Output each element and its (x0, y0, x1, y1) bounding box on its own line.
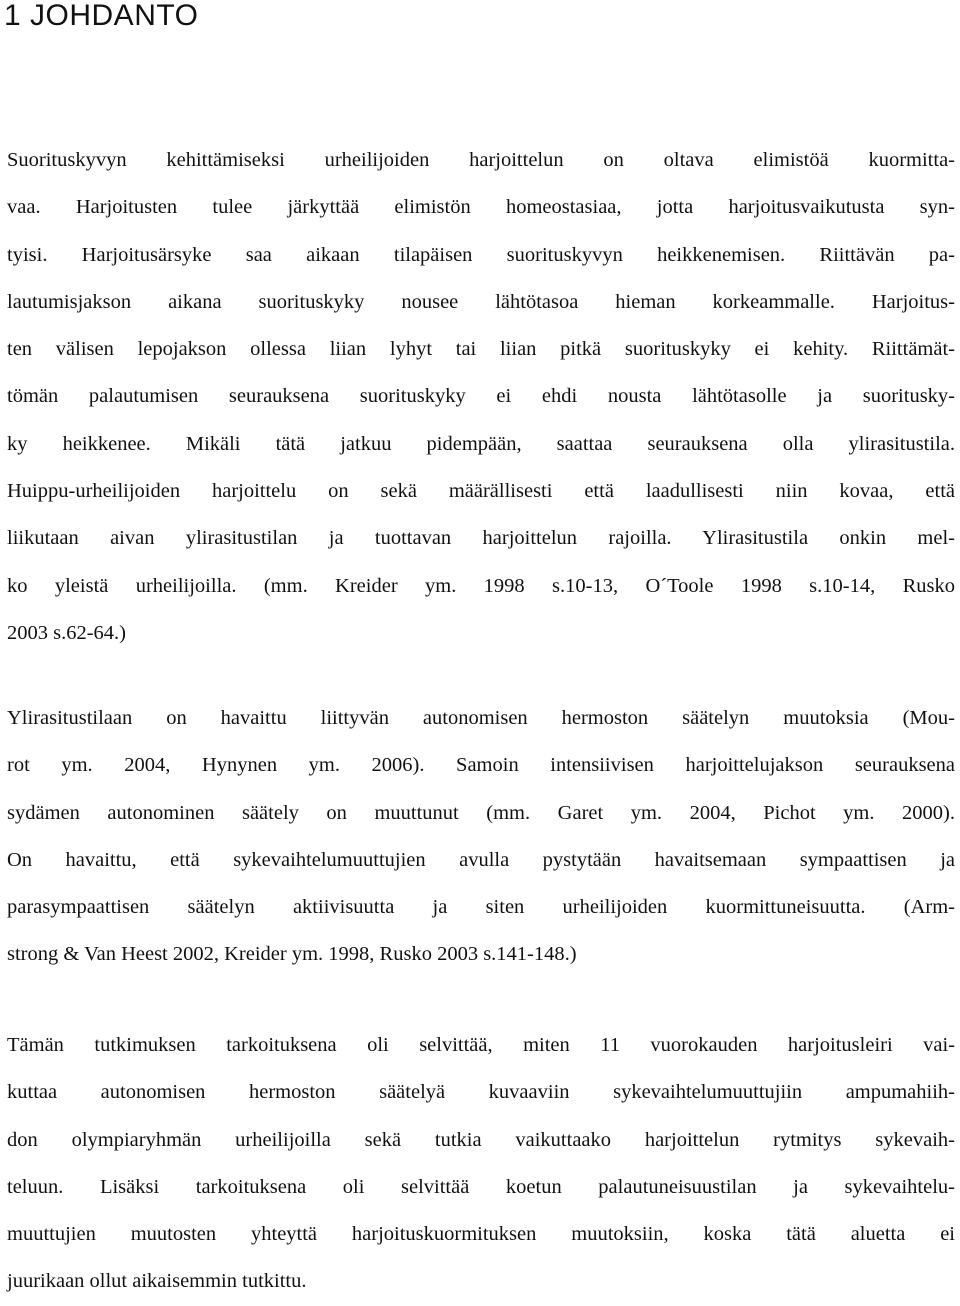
text-line: vaa. Harjoitusten tulee järkyttää elimistön homeostasiaa, jotta harjoitusvaikutusta syn- (7, 196, 955, 219)
text-line: tömän palautumisen seurauksena suorituskyky ei ehdi nousta lähtötasolle ja suoritusky- (7, 385, 955, 408)
text-line: Tämän tutkimuksen tarkoituksena oli selvittää, miten 11 vuorokauden harjoitusleiri vai- (7, 1034, 955, 1056)
text-line: On havaittu, että sykevaihtelumuuttujien avulla pystytään havaitsemaan sympaattisen ja (7, 848, 955, 871)
text-line: lautumisjakson aikana suorituskyky nousee lähtötasoa hieman korkeammalle. Harjoitus- (7, 290, 955, 313)
text-line: kuttaa autonomisen hermoston säätelyä kuvaaviin sykevaihtelumuuttujiin ampumahiih- (7, 1081, 955, 1104)
text-line: Suorituskyvyn kehittämiseksi urheilijoiden harjoittelun on oltava elimistöä kuormitta- (7, 149, 955, 171)
text-line: sydämen autonominen säätely on muuttunut (mm. Garet ym. 2004, Pichot ym. 2000). (7, 801, 955, 824)
text-line: rot ym. 2004, Hynynen ym. 2006). Samoin intensiivisen harjoittelujakson seurauksena (7, 754, 955, 777)
text-line: ky heikkenee. Mikäli tätä jatkuu pidempään, saattaa seurauksena olla ylirasitustila. (7, 432, 955, 455)
text-line: Ylirasitustilaan on havaittu liittyvän autonomisen hermoston säätelyn muutoksia (Mou- (7, 707, 955, 729)
text-line: liikutaan aivan ylirasitustilan ja tuottavan harjoittelun rajoilla. Ylirasitustila onkin mel- (7, 527, 955, 550)
text-line: 2003 s.62-64.) (7, 621, 127, 644)
chapter-heading: 1 JOHDANTO (4, 0, 199, 32)
text-line: Huippu-urheilijoiden harjoittelu on sekä määrällisesti että laadullisesti niin kovaa, että (7, 480, 955, 503)
text-line: parasympaattisen säätelyn aktiivisuutta ja siten urheilijoiden kuormittuneisuutta. (Arm- (7, 896, 955, 919)
text-line: teluun. Lisäksi tarkoituksena oli selvittää koetun palautuneisuustilan ja sykevaihtelu- (7, 1175, 955, 1198)
text-line: ten välisen lepojakson ollessa liian lyhyt tai liian pitkä suorituskyky ei kehity. Riittämät- (7, 338, 955, 361)
text-line: tyisi. Harjoitusärsyke saa aikaan tilapäisen suorituskyvyn heikkenemisen. Riittävän pa- (7, 243, 955, 266)
text-line: muuttujien muutosten yhteyttä harjoituskuormituksen muutoksiin, koska tätä aluetta ei (7, 1223, 955, 1246)
text-line: ko yleistä urheilijoilla. (mm. Kreider ym. 1998 s.10-13, O´Toole 1998 s.10-14, Rusko (7, 574, 955, 597)
text-line: don olympiaryhmän urheilijoilla sekä tutkia vaikuttaako harjoittelun rytmitys sykevaih- (7, 1128, 955, 1151)
text-line: strong & Van Heest 2002, Kreider ym. 1998, Rusko 2003 s.141-148.) (7, 943, 577, 966)
paragraph-1 (7, 137, 955, 657)
paragraph-2 (7, 695, 955, 979)
paragraph-3 (7, 1022, 955, 1306)
text-line: juurikaan ollut aikaisemmin tutkittu. (7, 1270, 307, 1293)
